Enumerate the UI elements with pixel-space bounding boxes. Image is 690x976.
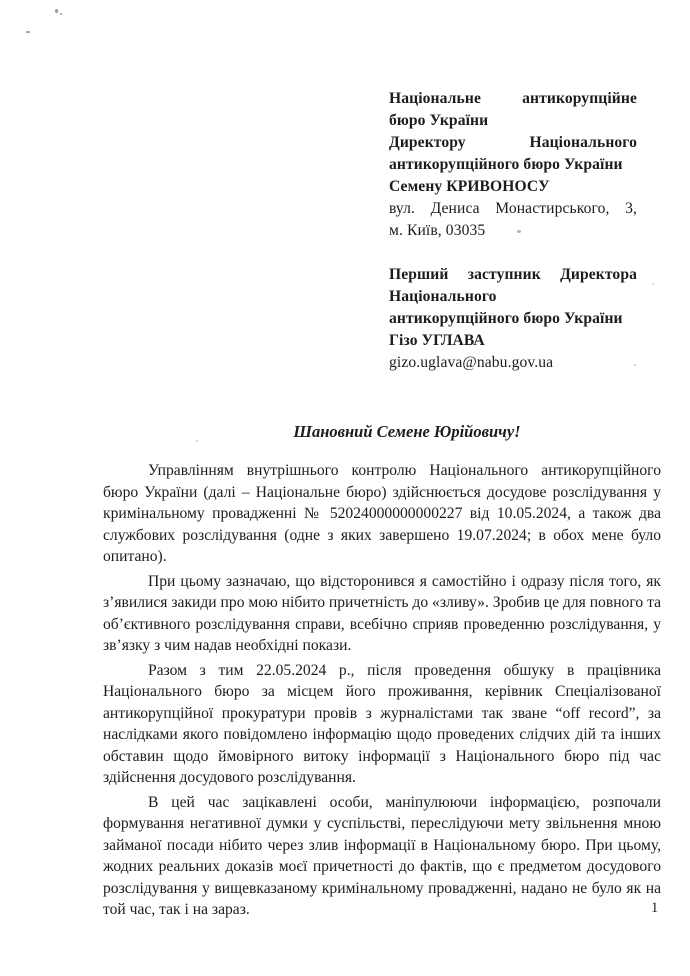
recipient-title-line-1 <box>389 132 637 154</box>
scan-artifact <box>60 13 62 15</box>
scan-artifact <box>196 440 198 442</box>
scan-artifact <box>26 31 30 33</box>
page-number: 1 <box>651 900 659 916</box>
recipient-org-word: антикорупційне <box>522 90 637 107</box>
letter-body <box>103 460 661 924</box>
sender-title-word: Перший <box>389 266 449 283</box>
recipient-city-postcode: м. Київ, 03035 <box>389 222 486 239</box>
letter-paragraph: Разом з тим 22.05.2024 р., після проведення обшуку в працівника Національного бюро за місцем його проживання, керівник Спеціалізованої антикорупційної прокуратури провів з журналістами так зване “off record”, за наслідками якого повідомлено інформацію щодо проведених слідчих дій та інших обставин щодо ймовірного витоку інформації з Національного бюро під час здійснення досудового розслідування. <box>103 661 661 786</box>
recipient-title-line-2: антикорупційного бюро України <box>389 156 623 173</box>
sender-title-line-3: антикорупційного бюро України <box>389 310 623 327</box>
sender-email: gizo.uglava@nabu.gov.ua <box>389 354 554 371</box>
recipient-title-word: Директору <box>389 134 466 151</box>
recipient-org-word: Національне <box>389 90 481 107</box>
recipient-name: Семену КРИВОНОСУ <box>389 178 550 195</box>
address-word: Дениса <box>430 200 480 217</box>
sender-title-word: заступник <box>467 266 541 283</box>
scan-artifact <box>517 230 521 233</box>
recipient-address-block <box>389 88 637 242</box>
scan-artifact <box>634 364 636 366</box>
sender-title-word: Директора <box>560 266 637 283</box>
salutation-line: Шановний Семене Юрійовичу! <box>293 422 521 441</box>
scan-artifact <box>55 9 58 13</box>
letter-paragraph: В цей час зацікавлені особи, маніпулюючи інформацією, розпочали формування негативної думки у суспільстві, переслідуючи мету звільнення мною займаної посади нібито через злив інформації в Національному бюро. При цьому, жодних реальних доказів моєї причетності до фактів, що є предметом досудового розслідування у вищевказаному кримінальному провадженні, надано не було як на той час, так і на зараз. <box>103 793 661 918</box>
letter-paragraph: Управлінням внутрішнього контролю Національного антикорупційного бюро України (далі – Національне бюро) здійснюється досудове розслідування у кримінальному провадженні № 52024000000000227 від 10.05.2024, а також два службових розслідування (одне з яких завершено 19.07.2024; в обох мене було опитано). <box>103 462 661 565</box>
sender-name: Гізо УГЛАВА <box>389 332 485 349</box>
address-word: вул. <box>389 200 416 217</box>
recipient-org-line-1 <box>389 88 637 110</box>
recipient-org-line-2: бюро України <box>389 112 489 129</box>
letter-paragraph: При цьому зазначаю, що відсторонився я самостійно і одразу після того, як з’явилися закиди про мою нібито причетність до «зливу». Зробив це для повного та об’єктивного розслідування справи, всебічно сприяв проведенню розслідування, у зв’язку з чим надав необхідні покази. <box>103 572 661 654</box>
scan-artifact <box>652 283 654 285</box>
sender-address-block <box>389 264 637 374</box>
recipient-street-address <box>389 198 637 220</box>
recipient-title-word: Національного <box>529 134 637 151</box>
sender-title-line-1 <box>389 264 637 286</box>
address-word: Монастирського, <box>495 200 610 217</box>
sender-title-line-2: Національного <box>389 288 497 305</box>
address-word: 3, <box>625 200 637 217</box>
